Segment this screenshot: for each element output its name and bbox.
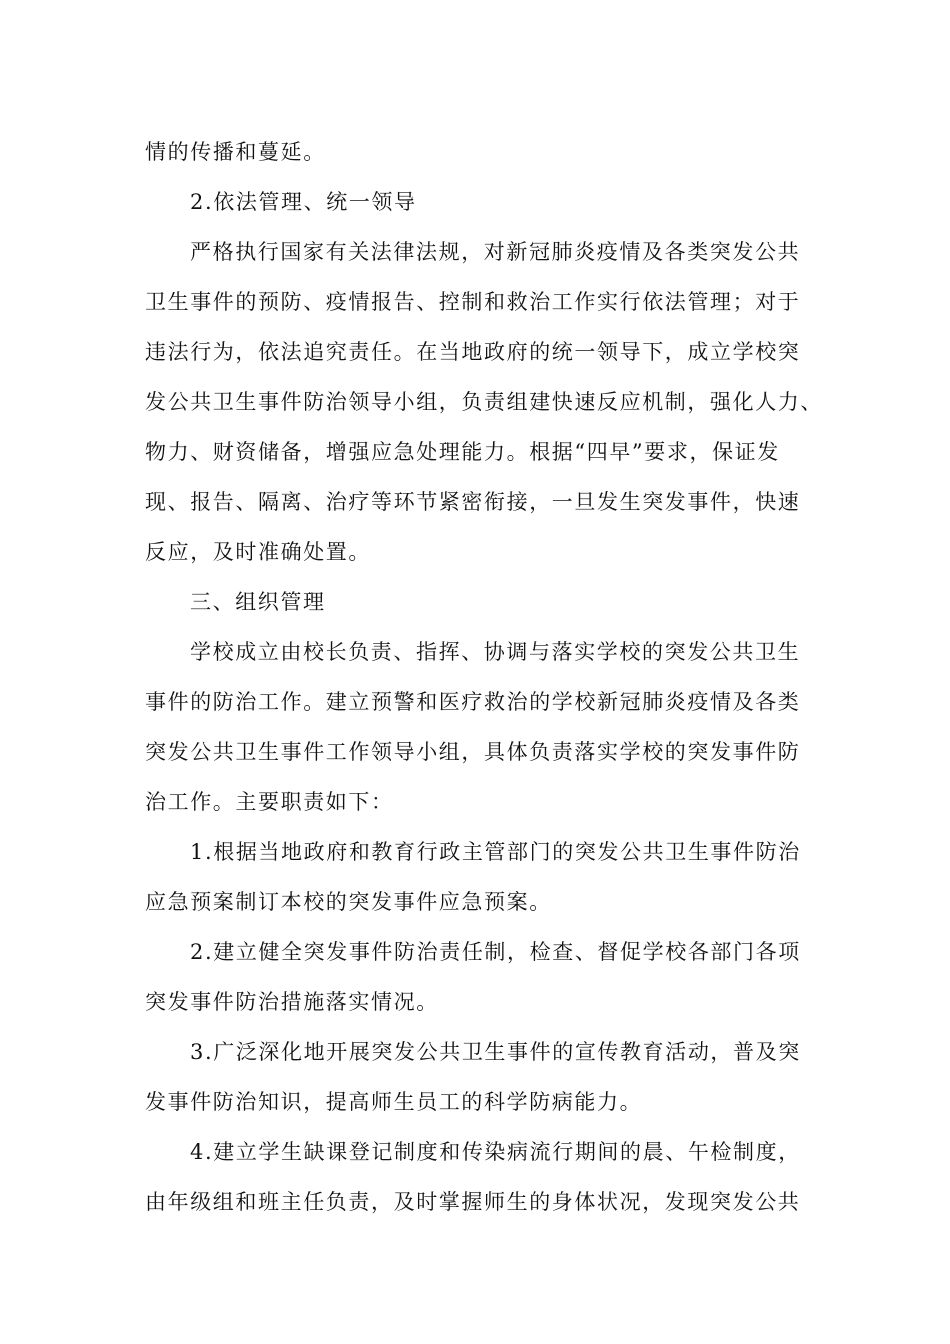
text-line: 情的传播和蔓延。 bbox=[145, 140, 326, 164]
list-item-line: 3.广泛深化地开展突发公共卫生事件的宣传教育活动，普及突 bbox=[190, 1040, 801, 1064]
paragraph-line: 物力、财资储备，增强应急处理能力。根据“四早”要求，保证发 bbox=[145, 440, 780, 464]
paragraph-line: 反应，及时准确处置。 bbox=[145, 540, 371, 564]
paragraph-line: 突发公共卫生事件工作领导小组，具体负责落实学校的突发事件防 bbox=[145, 740, 801, 764]
paragraph-line: 发公共卫生事件防治领导小组，负责组建快速反应机制，强化人力、 bbox=[145, 390, 823, 414]
list-item-line: 1.根据当地政府和教育行政主管部门的突发公共卫生事件防治 bbox=[190, 840, 801, 864]
list-item-line: 应急预案制订本校的突发事件应急预案。 bbox=[145, 890, 552, 914]
paragraph-line: 严格执行国家有关法律法规，对新冠肺炎疫情及各类突发公共 bbox=[190, 240, 801, 264]
list-item-line: 发事件防治知识，提高师生员工的科学防病能力。 bbox=[145, 1090, 643, 1114]
list-item-line: 突发事件防治措施落实情况。 bbox=[145, 990, 439, 1014]
paragraph-line: 现、报告、隔离、治疗等环节紧密衔接，一旦发生突发事件，快速 bbox=[145, 490, 801, 514]
list-item-line: 由年级组和班主任负责，及时掌握师生的身体状况，发现突发公共 bbox=[145, 1190, 801, 1214]
section-heading: 三、组织管理 bbox=[190, 590, 326, 614]
paragraph-line: 卫生事件的预防、疫情报告、控制和救治工作实行依法管理；对于 bbox=[145, 290, 801, 314]
paragraph-line: 治工作。主要职责如下： bbox=[145, 790, 394, 814]
section-heading: 2.依法管理、统一领导 bbox=[190, 190, 417, 214]
list-item-line: 4.建立学生缺课登记制度和传染病流行期间的晨、午检制度， bbox=[190, 1140, 801, 1164]
paragraph-line: 违法行为，依法追究责任。在当地政府的统一领导下，成立学校突 bbox=[145, 340, 801, 364]
paragraph-line: 事件的防治工作。建立预警和医疗救治的学校新冠肺炎疫情及各类 bbox=[145, 690, 801, 714]
list-item-line: 2.建立健全突发事件防治责任制，检查、督促学校各部门各项 bbox=[190, 940, 801, 964]
paragraph-line: 学校成立由校长负责、指挥、协调与落实学校的突发公共卫生 bbox=[190, 640, 801, 664]
